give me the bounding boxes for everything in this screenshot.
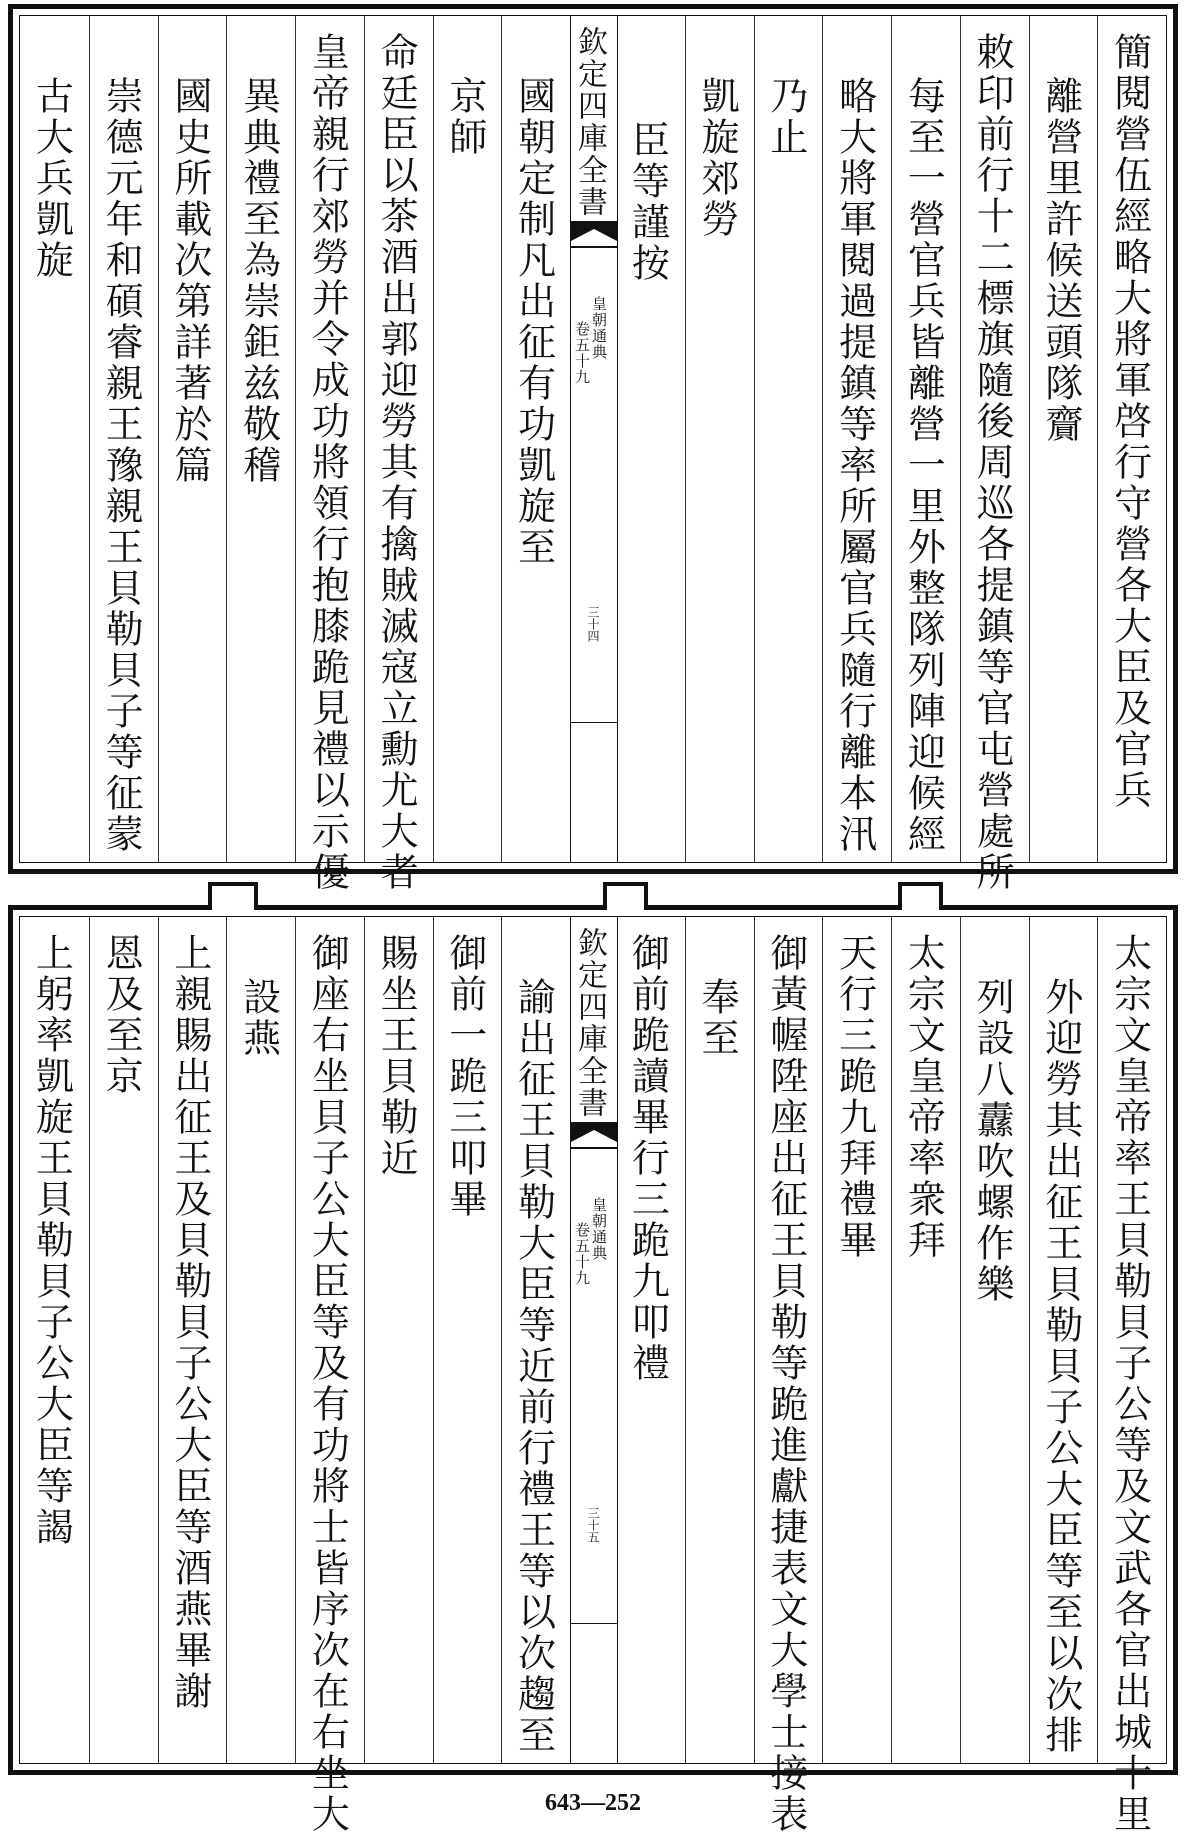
column-text: 皇帝親行郊勞并令成功將領行抱膝跪見禮以示優 bbox=[305, 32, 350, 893]
text-column bbox=[89, 917, 159, 1763]
text-column bbox=[158, 917, 228, 1763]
text-column bbox=[1097, 16, 1167, 862]
gutter-volume: 卷五十九 bbox=[573, 1222, 591, 1286]
text-column bbox=[822, 917, 892, 1763]
text-column bbox=[754, 16, 824, 862]
text-column bbox=[754, 917, 824, 1835]
text-column bbox=[616, 16, 685, 862]
frame-notch bbox=[898, 882, 943, 910]
column-text: 敕印前行十二標旗隨後周巡各提鎮等官屯營處所 bbox=[970, 32, 1015, 893]
text-column bbox=[1029, 16, 1099, 862]
gutter-rule bbox=[571, 722, 617, 723]
frame-notch bbox=[603, 882, 648, 910]
column-text: 離營里許候送頭隊齎 bbox=[1038, 76, 1083, 445]
text-column bbox=[364, 917, 434, 1763]
column-text: 崇德元年和碩睿親王豫親王貝勒貝子等征蒙 bbox=[99, 76, 144, 855]
frame-notch bbox=[208, 882, 258, 910]
column-text: 命廷臣以茶酒出郭迎勞其有擒賊滅寇立勳尤大者 bbox=[374, 32, 419, 893]
text-column bbox=[685, 917, 755, 1763]
text-column bbox=[364, 16, 434, 893]
column-text: 天行三跪九拜禮畢 bbox=[832, 933, 877, 1261]
column-text: 外迎勞其出征王貝勒貝子公大臣等至以次排 bbox=[1038, 977, 1083, 1756]
gutter-page-number: 三十四 bbox=[586, 606, 600, 642]
text-column bbox=[822, 16, 892, 862]
page-footer-number: 643—252 bbox=[545, 1790, 641, 1816]
page-gutter bbox=[570, 16, 618, 862]
fish-tail-mark-icon bbox=[571, 221, 617, 249]
column-text: 京師 bbox=[442, 76, 487, 158]
column-text: 御前一跪三叩畢 bbox=[442, 933, 487, 1220]
column-text: 上親賜出征王及貝勒貝子公大臣等酒燕畢謝 bbox=[167, 933, 212, 1712]
text-column bbox=[960, 917, 1030, 1763]
text-column bbox=[295, 16, 365, 893]
top-page bbox=[8, 4, 1178, 893]
text-column bbox=[501, 917, 571, 1763]
text-column bbox=[158, 16, 228, 862]
column-text: 奉至 bbox=[695, 977, 740, 1059]
column-text: 每至一營官兵皆離營一里外整隊列陣迎候經 bbox=[901, 76, 946, 855]
page-gutter bbox=[570, 917, 618, 1763]
text-column bbox=[616, 917, 685, 1763]
text-column bbox=[891, 917, 961, 1763]
text-column bbox=[89, 16, 159, 862]
text-column bbox=[20, 16, 89, 862]
gutter-book-title: 皇朝通典 bbox=[590, 296, 608, 360]
column-text: 乃止 bbox=[763, 76, 808, 158]
column-text: 列設八纛吹螺作樂 bbox=[970, 977, 1015, 1305]
column-text: 太宗文皇帝率衆拜 bbox=[901, 933, 946, 1261]
column-text: 恩及至京 bbox=[99, 933, 144, 1097]
text-column bbox=[891, 16, 961, 862]
gutter-rule bbox=[571, 1623, 617, 1624]
column-text: 諭出征王貝勒大臣等近前行禮王等以次趨至 bbox=[511, 977, 556, 1756]
column-text: 賜坐王貝勒近 bbox=[374, 933, 419, 1179]
column-text: 略大將軍閱過提鎮等率所屬官兵隨行離本汛 bbox=[832, 76, 877, 855]
fish-tail-mark-icon bbox=[571, 1122, 617, 1150]
text-column bbox=[1029, 917, 1099, 1763]
column-text: 御座右坐貝子公大臣等及有功將士皆序次在右坐大 bbox=[305, 933, 350, 1835]
column-text: 太宗文皇帝率王貝勒貝子公等及文武各官出城十里 bbox=[1107, 933, 1152, 1835]
gutter-page-number: 三十五 bbox=[586, 1507, 600, 1543]
column-text: 設燕 bbox=[236, 977, 281, 1059]
gutter-title: 欽定四庫全書 bbox=[572, 26, 607, 218]
text-column bbox=[1097, 917, 1167, 1835]
text-column bbox=[501, 16, 571, 862]
column-text: 國史所載次第詳著於篇 bbox=[167, 76, 212, 486]
column-text: 國朝定制凡出征有功凱旋至 bbox=[511, 76, 556, 568]
text-column bbox=[433, 16, 503, 862]
column-text: 簡閱營伍經略大將軍啓行守營各大臣及官兵 bbox=[1107, 32, 1152, 811]
column-text: 古大兵凱旋 bbox=[29, 76, 74, 281]
top-page-frame bbox=[19, 15, 1167, 893]
text-column bbox=[685, 16, 755, 862]
gutter-volume: 卷五十九 bbox=[573, 321, 591, 385]
column-text: 臣等謹按 bbox=[625, 120, 670, 284]
text-column bbox=[433, 917, 503, 1763]
column-text: 凱旋郊勞 bbox=[695, 76, 740, 240]
column-text: 御前跪讀畢行三跪九叩禮 bbox=[625, 933, 670, 1384]
gutter-title: 欽定四庫全書 bbox=[572, 927, 607, 1119]
text-column bbox=[226, 917, 296, 1763]
gutter-book-title: 皇朝通典 bbox=[590, 1197, 608, 1261]
text-column bbox=[960, 16, 1030, 893]
text-column bbox=[20, 917, 89, 1763]
column-text: 御黃幄陞座出征王貝勒等跪進獻捷表文大學士接表 bbox=[763, 933, 808, 1835]
column-text: 異典禮至為崇鉅兹敬稽 bbox=[236, 76, 281, 486]
text-column bbox=[295, 917, 365, 1835]
column-text: 上躬率凱旋王貝勒貝子公大臣等謁 bbox=[29, 933, 74, 1548]
text-column bbox=[226, 16, 296, 862]
